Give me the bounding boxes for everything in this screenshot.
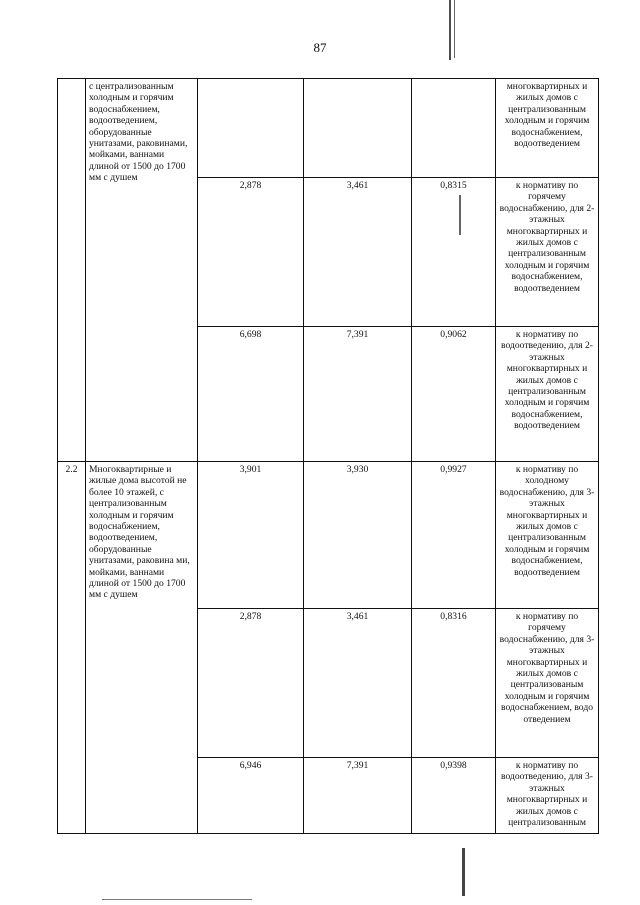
value-cell: 6,698 <box>198 327 304 462</box>
table-row <box>58 462 599 609</box>
note-cell: к нормативу по горячему водоснабжению, для 2-этажных многоквартирных и жилых домов с централизованным холодным и горячим водоснабжением, водоотведением <box>496 178 599 327</box>
item-number-cell <box>58 79 86 462</box>
coefficient-cell: 0,9062 <box>412 327 496 462</box>
value-cell: 3,930 <box>304 462 412 609</box>
value-cell <box>304 79 412 178</box>
value-cell <box>198 79 304 178</box>
coefficient-cell <box>412 79 496 178</box>
value-cell: 7,391 <box>304 758 412 834</box>
note-cell: многоквартирных и жилых домов с централизованным холодным и горячим водоснабжением, водоотведением <box>496 79 599 178</box>
value-cell: 3,461 <box>304 178 412 327</box>
scan-artifact-line <box>462 848 465 896</box>
note-cell: к нормативу по горячему водоснабжению, для 3-этажных многоквартирных и жилых домов с централизованым холодным и горячим водоснабжением, водо отведением <box>496 609 599 758</box>
coefficient-cell: 0,9927 <box>412 462 496 609</box>
note-cell: к нормативу по холодному водоснабжению, для 3-этажных многоквартирных и жилых домов с централизованным холодным и горячим водоснабжением, водоотведением <box>496 462 599 609</box>
value-cell: 7,391 <box>304 327 412 462</box>
scan-artifact-line <box>454 0 455 58</box>
table-row <box>58 79 599 178</box>
item-number-cell: 2.2 <box>58 462 86 834</box>
coefficient-cell: 0,9398 <box>412 758 496 834</box>
value-cell: 3,461 <box>304 609 412 758</box>
house-description-cell: с централизованным холодным и горячим водоснабжением, водоотведением, оборудованные унитазами, раковинами, мойками, ваннами длиной от 1500 до 1700 мм с душем <box>86 79 198 462</box>
house-description-cell: Многоквартирные и жилые дома высотой не более 10 этажей, с централизованным холодным и горячим водоснабжением, водоотведением, оборудованные унитазами, раковина ми, мойками, ваннами длиной от 1500 до 1700 мм с душем <box>86 462 198 834</box>
value-cell: 2,878 <box>198 609 304 758</box>
coefficient-cell: 0,8316 <box>412 609 496 758</box>
scan-artifact-line <box>459 195 461 235</box>
note-cell: к нормативу по водоотведению, для 2-этажных многоквартирных и жилых домов с централизованным холодным и горячим водоснабжением, водоотведением <box>496 327 599 462</box>
scan-artifact-line <box>449 0 451 60</box>
scan-artifact-line <box>102 899 252 900</box>
value-cell: 3,901 <box>198 462 304 609</box>
value-cell: 6,946 <box>198 758 304 834</box>
coefficient-cell: 0,8315 <box>412 178 496 327</box>
value-cell: 2,878 <box>198 178 304 327</box>
page-number: 87 <box>313 40 327 55</box>
norms-table <box>57 78 599 834</box>
note-cell: к нормативу по водоотведению, для 3-этажных многоквартирных и жилых домов с централизованным <box>496 758 599 834</box>
